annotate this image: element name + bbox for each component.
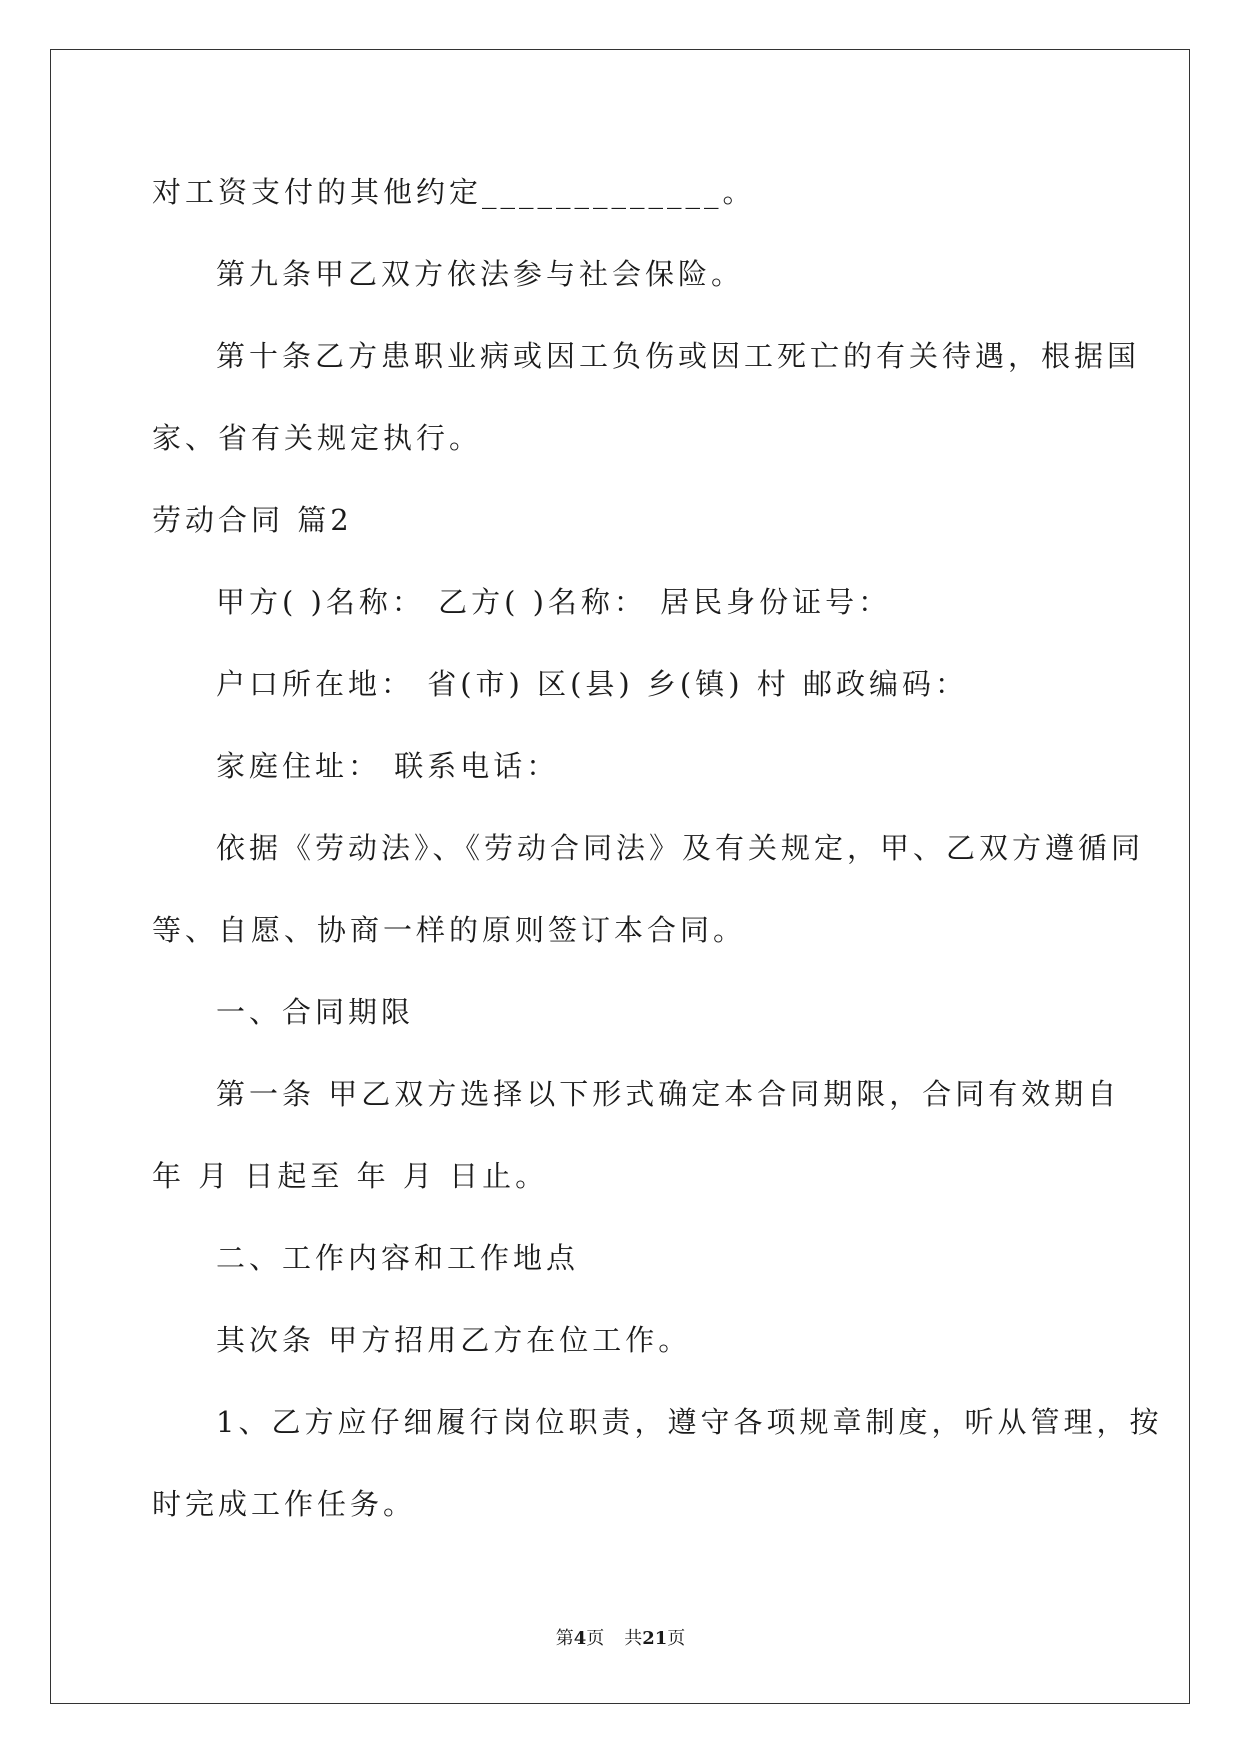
clause-heading: 一、合同期限: [216, 995, 415, 1029]
page-number: 4: [573, 1628, 587, 1649]
text-line: 第九条甲乙双方依法参与社会保险。: [216, 257, 745, 291]
page-footer: [0, 1627, 1241, 1651]
text-line: 第一条 甲乙双方选择以下形式确定本合同期限，合同有效期自: [216, 1077, 1121, 1111]
clause-heading: 二、工作内容和工作地点: [216, 1241, 580, 1275]
page-prefix: 第: [555, 1628, 574, 1649]
page-border: [50, 49, 1190, 1704]
text-line: 其次条 甲方招用乙方在位工作。: [216, 1323, 692, 1357]
text-line: 年 月 日起至 年 月 日止。: [152, 1159, 549, 1193]
text-line: 依据《劳动法》、《劳动合同法》及有关规定，甲、乙双方遵循同: [216, 831, 1145, 865]
text-line: 家、省有关规定执行。: [152, 421, 483, 455]
page-suffix: 页: [586, 1628, 605, 1649]
section-heading: 劳动合同 篇2: [152, 503, 353, 537]
text-line: 户口所在地： 省(市) 区(县) 乡(镇) 村 邮政编码：: [216, 667, 968, 701]
total-pages: 21: [642, 1628, 668, 1649]
text-line: 时完成工作任务。: [152, 1487, 417, 1521]
total-suffix: 页: [667, 1628, 686, 1649]
text-line: 第十条乙方患职业病或因工负伤或因工死亡的有关待遇，根据国: [216, 339, 1141, 373]
text-line: 等、自愿、协商一样的原则签订本合同。: [152, 913, 747, 947]
text-line: 家庭住址： 联系电话：: [216, 749, 560, 783]
text-line: 1、乙方应仔细履行岗位职责，遵守各项规章制度，听从管理，按: [216, 1405, 1163, 1439]
text-line: 对工资支付的其他约定_____________。: [152, 175, 756, 209]
text-line: 甲方( )名称： 乙方( )名称： 居民身份证号：: [216, 585, 892, 619]
total-prefix: 共: [624, 1628, 643, 1649]
